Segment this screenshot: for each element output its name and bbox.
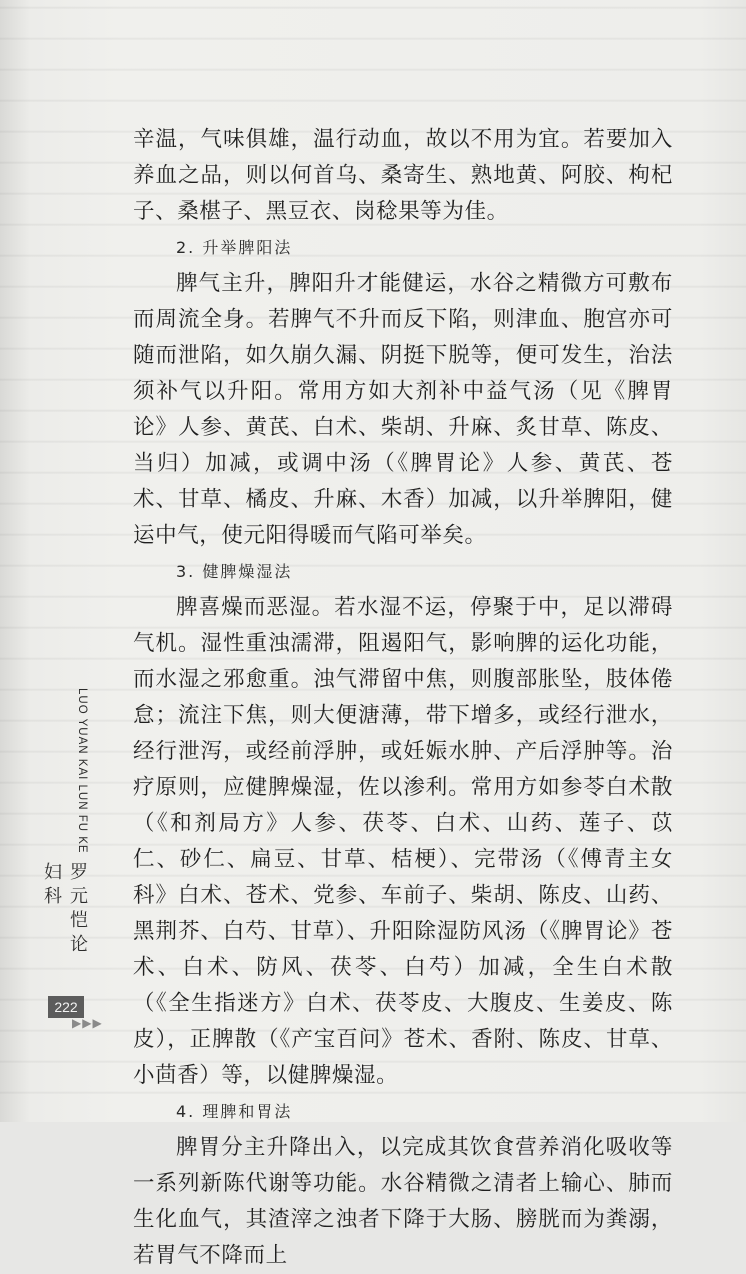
arrow-marks-icon: ▶▶▶ — [72, 1016, 103, 1030]
section-heading-4: 4. 理脾和胃法 — [176, 1102, 293, 1121]
paragraph-stomach: 脾胃分主升降出入，以完成其饮食营养消化吸收等一系列新陈代谢等功能。水谷精微之清者上输心、肺而生化血气，其渣滓之浊者下降于大肠、膀胱而为粪溺，若胃气不降而上 — [133, 1135, 673, 1268]
body-text — [133, 122, 673, 1274]
paragraph-continuation: 辛温，气味俱雄，温行动血，故以不用为宜。若要加入养血之品，则以何首乌、桑寄生、熟地黄、阿胶、枸杞子、桑椹子、黑豆衣、岗稔果等为佳。 — [133, 127, 673, 224]
paragraph-dampness: 脾喜燥而恶湿。若水湿不运，停聚于中，足以滞碍气机。湿性重浊濡滞，阻遏阳气，影响脾的运化功能，而水湿之邪愈重。浊气滞留中焦，则腹部胀坠，肢体倦怠；流注下焦，则大便溏薄，带下增多，或经行泄水，经行泄泻，或经前浮肿，或妊娠水肿、产后浮肿等。治疗原则，应健脾燥湿，佐以渗利。常用方如参苓白术散（《和剂局方》人参、茯苓、白术、山药、莲子、苡仁、砂仁、扁豆、甘草、桔梗）、完带汤（《傅青主女科》白术、苍术、党参、车前子、柴胡、陈皮、山药、黑荆芥、白芍、甘草）、升阳除湿防风汤（《脾胃论》苍术、白术、防风、茯苓、白芍）加减，全生白术散（《全生指迷方》白术、茯苓皮、大腹皮、生姜皮、陈皮），正脾散（《产宝百问》苍术、香附、陈皮、甘草、小茴香）等，以健脾燥湿。 — [133, 595, 673, 1088]
paragraph-spleen-yang: 脾气主升，脾阳升才能健运，水谷之精微方可敷布而周流全身。若脾气不升而反下陷，则津血、胞宫亦可随而泄陷，如久崩久漏、阴挺下脱等，便可发生，治法须补气以升阳。常用方如大剂补中益气汤（见《脾胃论》人参、黄芪、白术、柴胡、升麻、炙甘草、陈皮、当归）加减，或调中汤（《脾胃论》人参、黄芪、苍术、甘草、橘皮、升麻、木香）加减，以升举脾阳，健运中气，使元阳得暖而气陷可举矣。 — [133, 271, 673, 548]
section-heading-3: 3. 健脾燥湿法 — [176, 562, 293, 581]
page-number: 222 — [48, 996, 84, 1018]
section-heading-2: 2. 升举脾阳法 — [176, 238, 293, 257]
running-title-chinese: 罗元恺论妇科 — [41, 862, 88, 958]
running-title-latin: LUO YUAN KAI LUN FU KE — [76, 688, 88, 854]
